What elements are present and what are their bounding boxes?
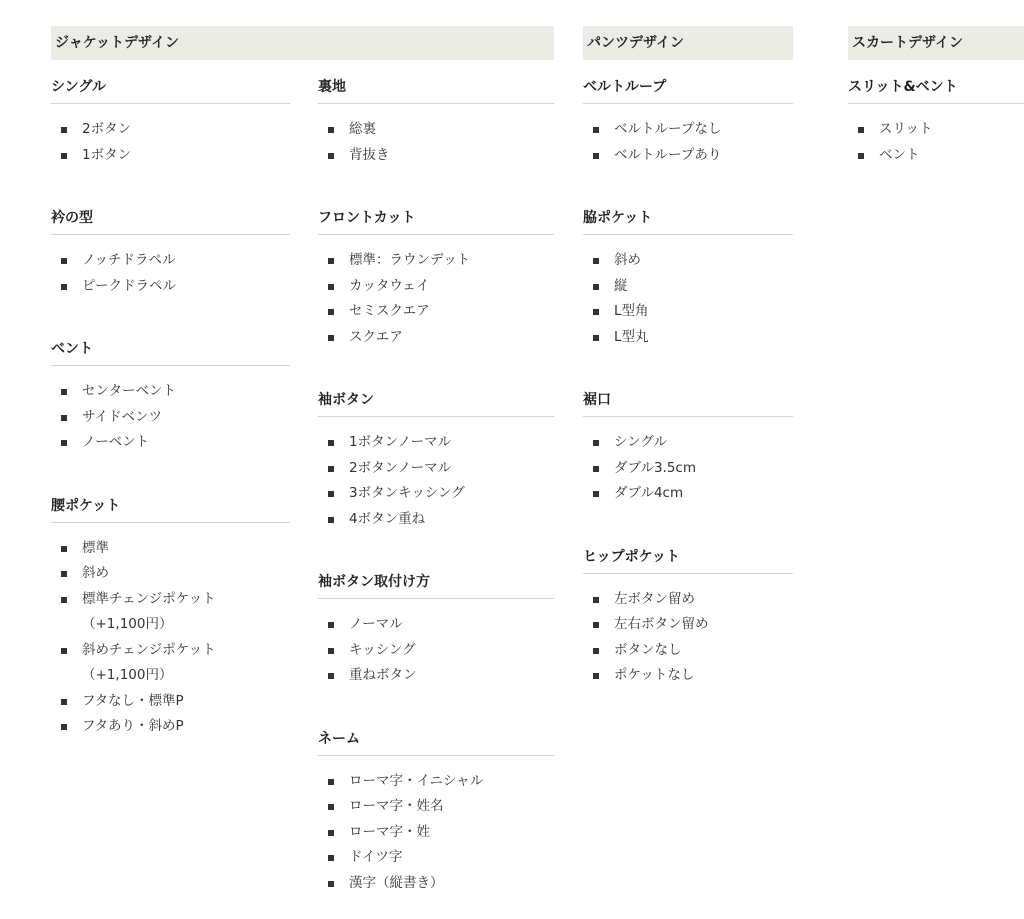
jacket-column-1: [51, 60, 290, 763]
section-title: スリット&ベント: [848, 60, 1024, 104]
section-title: 裾口: [583, 373, 793, 417]
option-list: [318, 104, 554, 168]
option-item-line: 標準チェンジポケット: [82, 590, 216, 607]
option-list: [318, 417, 554, 532]
option-item: セミスクエア: [328, 299, 554, 325]
option-list: [51, 104, 290, 168]
option-item: 1ボタンノーマル: [328, 430, 554, 456]
option-item: ピークドラペル: [61, 274, 290, 300]
section-title: ネーム: [318, 712, 554, 756]
section-title: ベント: [51, 322, 290, 366]
option-item: ローマ字・姓名: [328, 794, 554, 820]
option-item: 左ボタン留め: [593, 587, 793, 613]
option-section: [51, 322, 290, 456]
option-item: ベルトループあり: [593, 143, 793, 169]
option-item: ノーベント: [61, 430, 290, 456]
option-item-line: （+1,100円）: [82, 616, 173, 632]
option-item: 2ボタン: [61, 117, 290, 143]
option-item: 3ボタンキッシング: [328, 481, 554, 507]
option-item: 斜め: [593, 248, 793, 274]
jacket-design-heading: ジャケットデザイン: [51, 26, 554, 60]
option-item-line: 斜めチェンジポケット: [82, 641, 216, 658]
option-item: [61, 638, 290, 689]
option-item: 背抜き: [328, 143, 554, 169]
jacket-column-2: [318, 60, 554, 919]
option-item: 縦: [593, 274, 793, 300]
option-item: L型丸: [593, 325, 793, 351]
section-title: 腰ポケット: [51, 479, 290, 523]
option-item: ダブル4cm: [593, 481, 793, 507]
option-item: サイドベンツ: [61, 405, 290, 431]
option-item: 2ボタンノーマル: [328, 456, 554, 482]
section-title: 衿の型: [51, 191, 290, 235]
option-item: シングル: [593, 430, 793, 456]
option-item: L型角: [593, 299, 793, 325]
option-item: 漢字（縦書き）: [328, 871, 554, 897]
section-title: 袖ボタン: [318, 373, 554, 417]
option-item: 4ボタン重ね: [328, 507, 554, 533]
option-item: ボタンなし: [593, 638, 793, 664]
option-list: [51, 366, 290, 456]
option-item: ダブル3.5cm: [593, 456, 793, 482]
option-item: ポケットなし: [593, 663, 793, 689]
section-title: ヒップポケット: [583, 530, 793, 574]
option-section: [318, 373, 554, 532]
option-item: 標準：ラウンデット: [328, 248, 554, 274]
option-item-line: フタあり・斜めP: [82, 718, 184, 734]
option-item-line: 標準: [82, 539, 109, 556]
section-title: ベルトループ: [583, 60, 793, 104]
option-section: [583, 373, 793, 507]
option-item: スリット: [858, 117, 1024, 143]
option-item: 左右ボタン留め: [593, 612, 793, 638]
option-item-line: フタなし・標準P: [82, 692, 184, 709]
option-item: ドイツ字: [328, 845, 554, 871]
option-section: [51, 191, 290, 299]
option-item: 重ねボタン: [328, 663, 554, 689]
section-title: シングル: [51, 60, 290, 104]
pants-design-heading: パンツデザイン: [583, 26, 793, 60]
option-item: 1ボタン: [61, 143, 290, 169]
skirt-column: [848, 60, 1024, 191]
option-item: [61, 536, 290, 562]
option-item-line: （+1,100円）: [82, 667, 173, 683]
option-item: ノッチドラペル: [61, 248, 290, 274]
option-item: センターベント: [61, 379, 290, 405]
option-item: ノーマル: [328, 612, 554, 638]
option-list: [583, 417, 793, 507]
option-item-line: 斜め: [82, 565, 109, 581]
option-list: [51, 235, 290, 299]
section-title: フロントカット: [318, 191, 554, 235]
skirt-design-heading: スカートデザイン: [848, 26, 1024, 60]
option-item: カッタウェイ: [328, 274, 554, 300]
option-item: [61, 561, 290, 587]
section-title: 脇ポケット: [583, 191, 793, 235]
option-item: スクエア: [328, 325, 554, 351]
option-section: [848, 60, 1024, 168]
option-list: [583, 235, 793, 350]
option-list: [318, 756, 554, 897]
option-list: [848, 104, 1024, 168]
option-item: ローマ字・イニシャル: [328, 769, 554, 795]
option-section: [51, 60, 290, 168]
option-item: キッシング: [328, 638, 554, 664]
option-section: [51, 479, 290, 740]
pants-column: [583, 60, 793, 712]
option-item: ベント: [858, 143, 1024, 169]
option-item: [61, 714, 290, 740]
option-section: [583, 60, 793, 168]
option-item: [61, 689, 290, 715]
option-section: [583, 530, 793, 689]
option-item: ベルトループなし: [593, 117, 793, 143]
option-item: 総裏: [328, 117, 554, 143]
option-section: [318, 191, 554, 350]
option-item: ローマ字・姓: [328, 820, 554, 846]
option-section: [318, 555, 554, 689]
option-item: [61, 587, 290, 638]
option-list: [318, 599, 554, 689]
option-section: [583, 191, 793, 350]
option-section: [318, 712, 554, 897]
option-list: [318, 235, 554, 350]
option-list: [583, 104, 793, 168]
option-list: [51, 523, 290, 740]
section-title: 袖ボタン取付け方: [318, 555, 554, 599]
section-title: 裏地: [318, 60, 554, 104]
option-list: [583, 574, 793, 689]
option-section: [318, 60, 554, 168]
